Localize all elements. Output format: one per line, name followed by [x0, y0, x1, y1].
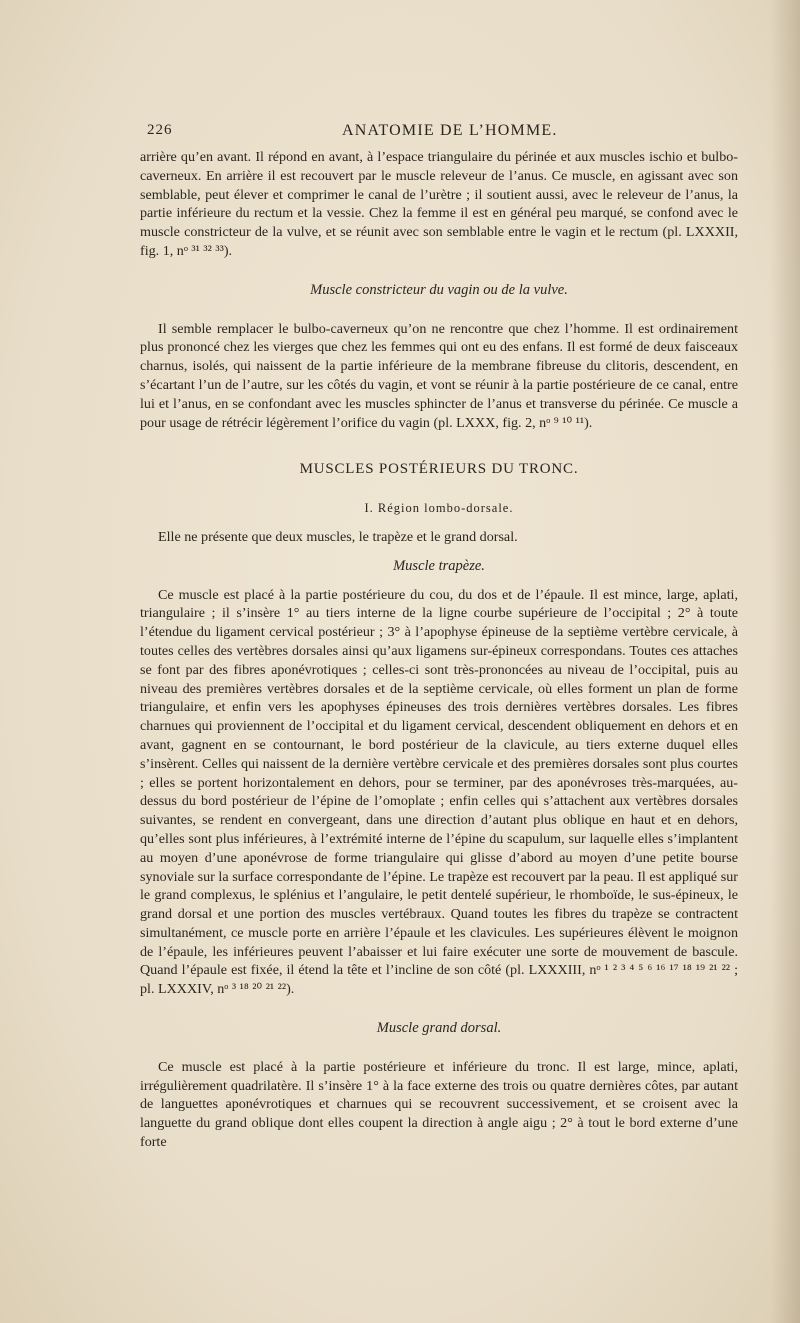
- heading-muscle-grand-dorsal: Muscle grand dorsal.: [376, 1020, 502, 1037]
- page-header: [147, 122, 737, 144]
- paragraph-continuation: arrière qu’en avant. Il répond en avant, à l’espace triangulaire du périnée et aux muscles ischio et bulbo-caverneux. En arrière il est recouvert par le muscle releveur de l’anus. Ce muscle, en agissant avec son semblable, peut élever et comprimer le canal de l’urètre ; il soutient aussi, avec le releveur de l’anus, la partie inférieure du rectum et la vessie. Chez la femme il est en général peu marqué, se confond avec le muscle constricteur de la vulve, et se réunit avec son semblable entre le vagin et le rectum (pl. LXXXII, fig. 1, nᵒ ³¹ ³² ³³).: [140, 149, 738, 259]
- region-heading: I. Région lombo-dorsale.: [364, 501, 514, 516]
- running-title: ANATOMIE DE L’HOMME.: [342, 122, 558, 139]
- paragraph-trapeze: Ce muscle est placé à la partie postérieure du cou, du dos et de l’épaule. Il est mince, large, aplati, triangulaire ; il s’insère 1° au tiers interne de la ligne courbe supérieure de l’occipital ; 2° à toute l’étendue du ligament cervical postérieur ; 3° à l’apophyse épineuse de la septième vertèbre cervicale, à toutes celles des vertèbres dorsales ainsi qu’aux ligamens sur-épineux correspondans. Toutes ces attaches se font par des fibres aponévrotiques ; celles-ci sont très-prononcées au niveau de l’occipital, puis au niveau des premières vertèbres dorsales et de la septième cervicale, où elles forment un plan de forme triangulaire, et enfin vers les apophyses épineuses des trois dernières vertèbres dorsales. Les fibres charnues qui proviennent de l’occipital et du ligament cervical, descendent obliquement en dehors et en avant, gagnent en se contournant, le bord postérieur de la clavicule, au tiers externe duquel elles s’insèrent. Celles qui naissent de la dernière vertèbre cervicale et des premières dorsales sont plus courtes ; elles se portent horizontalement en dehors, pour se terminer, par des aponévroses très-marquées, au-dessus du bord postérieur de l’épine de l’omoplate ; enfin celles qui s’attachent aux vertèbres dorsales suivantes, se rendent en convergeant, dans une direction d’autant plus oblique en haut et en dehors, qu’elles sont plus inférieures, à l’extrémité interne de l’épine du scapulum, sur laquelle elles s’implantent au moyen d’une aponévrose de forme triangulaire qui glisse d’abord au moyen d’une petite bourse synoviale sur la surface correspondante de l’épine. Le trapèze est recouvert par la peau. Il est appliqué sur le grand complexus, le splénius et l’angulaire, le petit dentelé supérieur, le rhomboïde, le sus-épineux, le grand dorsal et une portion des muscles vertébraux. Quand toutes les fibres du trapèze se contractent simultanément, ce muscle porte en arrière l’épaule et les clavicules. Les supérieures élèvent le moignon de l’épaule, les inférieures peuvent l’abaisser et lui faire exécuter une sorte de mouvement de bascule. Quand l’épaule est fixée, il étend la tête et l’incline de son côté (pl. LXXXIII, nᵒ ¹ ² ³ ⁴ ⁵ ⁶ ¹⁶ ¹⁷ ¹⁸ ¹⁹ ²¹ ²² ; pl. LXXXIV, nᵒ ³ ¹⁸ ²⁰ ²¹ ²²).: [140, 586, 738, 998]
- paragraph-constricteur-vagin: Il semble remplacer le bulbo-caverneux qu’on ne rencontre que chez l’homme. Il est ordinairement plus prononcé chez les vierges que chez les femmes qui ont eu des enfans. Il est formé de deux faisceaux charnus, isolés, qui naissent de la partie inférieure de la membrane fibreuse du clitoris, descendent, en s’écartant l’un de l’autre, sur les côtés du vagin, et vont se réunir à la partie postérieure de ce canal, entre lui et l’anus, en se confondant avec les muscles sphincter de l’anus et transverse du périnée. Ce muscle a pour usage de rétrécir légèrement l’orifice du vagin (pl. LXXX, fig. 2, nᵒ ⁹ ¹⁰ ¹¹).: [140, 320, 738, 431]
- section-heading: MUSCLES POSTÉRIEURS DU TRONC.: [299, 461, 579, 478]
- page-number: 226: [147, 122, 173, 138]
- heading-muscle-constricteur-vagin: Muscle constricteur du vagin ou de la vulve.: [310, 281, 568, 298]
- paragraph-region-intro: Elle ne présente que deux muscles, le trapèze et le grand dorsal.: [158, 528, 518, 545]
- page-body: [140, 148, 738, 1152]
- heading-muscle-trapeze: Muscle trapèze.: [393, 557, 485, 574]
- paragraph-grand-dorsal: Ce muscle est placé à la partie postérieure et inférieure du tronc. Il est large, mince, aplati, irrégulièrement quadrilatère. Il s’insère 1° à la face externe des trois ou quatre dernières côtes, par autant de languettes aponévrotiques et charnues qui se recouvrent successivement, et se croisent avec la languette du grand oblique dont elles coupent la direction à angle aigu ; 2° à tout le bord externe d’une forte: [140, 1058, 738, 1151]
